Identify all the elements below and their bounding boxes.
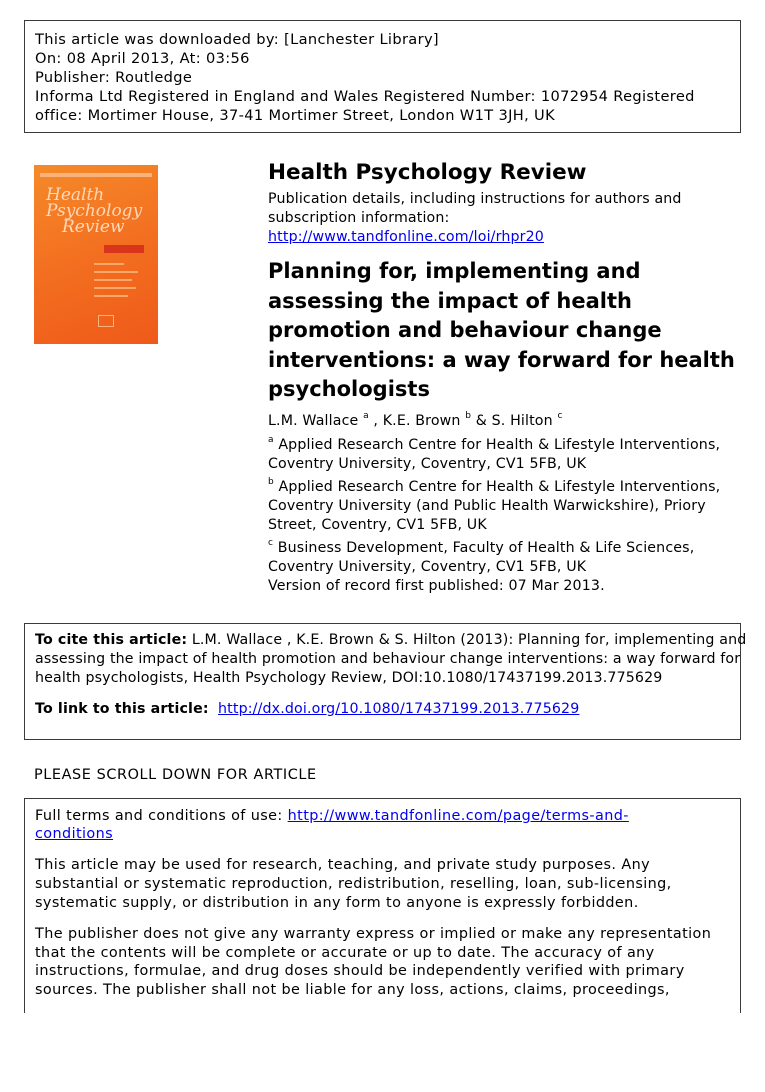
publication-details: Publication details, including instructions for authors and (268, 191, 682, 207)
download-notice-box (24, 20, 741, 133)
affiliation-c: $^c$ Business Development, Faculty of Health & Life Sciences, (268, 538, 695, 556)
link-label: To link to this article: (35, 701, 209, 717)
article-authors: L.M. Wallace $^a$ , K.E. Brown $^b$ & S. Hilton $^c$ (268, 411, 563, 429)
cover-title-line: Health (46, 185, 105, 205)
cite-label: To cite this article: (35, 632, 188, 648)
article-title-line: assessing the impact of health (268, 289, 632, 313)
affiliation-b: $^b$ Applied Research Centre for Health & Lifestyle Interventions, (268, 477, 721, 495)
terms-paragraph: systematic supply, or distribution in any form to anyone is expressly forbidden. (35, 895, 639, 911)
terms-paragraph: instructions, formulae, and drug doses should be independently verified with primary (35, 963, 685, 979)
cover-text-mark (94, 279, 132, 281)
download-date-line: On: 08 April 2013, At: 03:56 (35, 50, 250, 67)
version-of-record: Version of record first published: 07 Mar 2013. (268, 578, 605, 594)
office-line: office: Mortimer House, 37-41 Mortimer Street, London W1T 3JH, UK (35, 107, 555, 124)
scroll-notice: PLEASE SCROLL DOWN FOR ARTICLE (34, 767, 317, 783)
terms-paragraph: that the contents will be complete or accurate or up to date. The accuracy of any (35, 945, 655, 961)
cover-title-line: Review (62, 217, 125, 237)
cover-text-mark (94, 263, 124, 265)
terms-paragraph: The publisher does not give any warranty express or implied or make any representation (35, 926, 712, 942)
article-title-line: interventions: a way forward for health (268, 348, 735, 372)
terms-link[interactable]: conditions (35, 826, 114, 842)
affiliation-b: Coventry University (and Public Health Warwickshire), Priory (268, 498, 706, 514)
affiliation-a: Coventry University, Coventry, CV1 5FB, UK (268, 456, 587, 472)
journal-cover-image (34, 165, 158, 344)
citation-text: health psychologists, Health Psychology Review, DOI:10.1080/17437199.2013.775629 (35, 670, 663, 686)
terms-link[interactable]: http://www.tandfonline.com/page/terms-and- (287, 808, 629, 824)
terms-paragraph: substantial or systematic reproduction, redistribution, reselling, loan, sub-licensing, (35, 876, 672, 892)
cover-text-mark (94, 287, 136, 289)
article-link-row (35, 700, 579, 718)
article-title-line: promotion and behaviour change (268, 318, 662, 342)
article-title-line: Planning for, implementing and (268, 259, 641, 283)
terms-paragraph: sources. The publisher shall not be liable for any loss, actions, claims, proceedings, (35, 982, 670, 998)
terms-paragraph: This article may be used for research, teaching, and private study purposes. Any (35, 857, 651, 873)
article-title-line: psychologists (268, 377, 430, 401)
cover-text-mark (94, 271, 138, 273)
citation-text: To cite this article: L.M. Wallace , K.E. Brown & S. Hilton (2013): Planning for, implementing and (35, 632, 747, 648)
publication-details: subscription information: (268, 210, 450, 226)
terms-box (24, 798, 741, 1013)
journal-title: Health Psychology Review (268, 160, 587, 185)
citation-text: assessing the impact of health promotion and behaviour change interventions: a way forward for (35, 651, 741, 667)
cover-top-bar (40, 173, 152, 177)
citation-box (24, 623, 747, 740)
cover-text-mark (94, 295, 128, 297)
affiliation-c: Coventry University, Coventry, CV1 5FB, UK (268, 559, 587, 575)
publisher-logo-icon (98, 315, 114, 327)
cover-title-line: Psychology (46, 201, 143, 221)
doi-link[interactable]: http://dx.doi.org/10.1080/17437199.2013.775629 (218, 701, 580, 717)
cover-stripe (104, 245, 144, 253)
affiliation-b: Street, Coventry, CV1 5FB, UK (268, 517, 487, 533)
affiliation-a: $^a$ Applied Research Centre for Health & Lifestyle Interventions, (268, 435, 721, 453)
registration-line: Informa Ltd Registered in England and Wales Registered Number: 1072954 Registered (35, 88, 695, 105)
terms-full-line: Full terms and conditions of use: http://www.tandfonline.com/page/terms-and- (35, 808, 629, 824)
download-line: This article was downloaded by: [Lanchester Library] (35, 31, 439, 48)
publisher-line: Publisher: Routledge (35, 69, 193, 86)
journal-url-link[interactable]: http://www.tandfonline.com/loi/rhpr20 (268, 229, 544, 245)
